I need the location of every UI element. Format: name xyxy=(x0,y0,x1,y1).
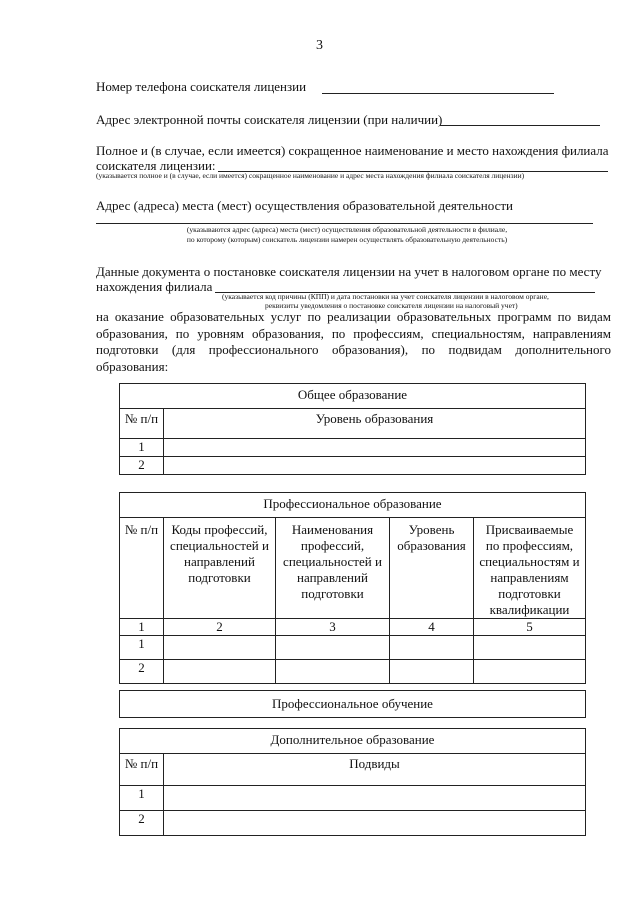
page-number: 3 xyxy=(316,38,323,53)
tax-label-2: нахождения филиала xyxy=(96,279,213,294)
address-hint-2: по которому (которым) соискатель лицензии намерен осуществлять образовательную деятельность) xyxy=(186,235,508,244)
table-row xyxy=(120,811,586,836)
qualifications-cell[interactable] xyxy=(474,660,586,684)
professional-training-box xyxy=(119,690,586,718)
professional-training-title: Профессиональное обучение xyxy=(120,691,586,718)
phone-input-line[interactable] xyxy=(322,93,554,94)
address-input-line[interactable] xyxy=(96,223,593,224)
general-education-table xyxy=(119,383,586,475)
row-number: 2 xyxy=(120,457,164,475)
subtype-cell[interactable] xyxy=(164,811,586,836)
additional-education-table xyxy=(119,728,586,836)
col-names-header: Наименования профессий, специальностей и направлений подготовки xyxy=(276,518,390,619)
col-number-header: № п/п xyxy=(120,409,164,439)
col-number-header: № п/п xyxy=(120,518,164,619)
column-number: 3 xyxy=(276,619,390,636)
branch-name-label: Полное и (в случае, если имеется) сокращенное наименование и место нахождения филиала xyxy=(96,143,609,158)
table-row xyxy=(120,786,586,811)
names-cell[interactable] xyxy=(276,636,390,660)
row-number: 1 xyxy=(120,786,164,811)
column-numbers-row xyxy=(120,619,586,636)
codes-cell[interactable] xyxy=(164,636,276,660)
branch-name-hint: (указывается полное и (в случае, если имеется) сокращенное наименование и адрес места нахождения филиала соискателя лицензии) xyxy=(96,171,525,180)
address-hint-1: (указываются адрес (адреса) места (мест) осуществления образовательной деятельности в филиале, xyxy=(186,225,508,234)
additional-education-title: Дополнительное образование xyxy=(120,729,586,754)
col-subtype-header: Подвиды xyxy=(164,754,586,786)
subtype-cell[interactable] xyxy=(164,786,586,811)
names-cell[interactable] xyxy=(276,660,390,684)
tax-hint-2: реквизиты уведомления о постановке соискателя лицензии на налоговый учет) xyxy=(265,301,518,310)
table-row xyxy=(120,660,586,684)
services-paragraph: на оказание образовательных услуг по реализации образовательных программ по видам образования, по уровням образования, по профессиям, специальностям, направлениям подготовки (для профессионального образования), по подвидам дополнительного образования: xyxy=(96,309,611,374)
level-cell[interactable] xyxy=(390,660,474,684)
row-number: 1 xyxy=(120,439,164,457)
row-number: 2 xyxy=(120,811,164,836)
col-level-header: Уровень образования xyxy=(164,409,586,439)
column-number: 2 xyxy=(164,619,276,636)
level-cell[interactable] xyxy=(164,439,586,457)
table-row xyxy=(120,636,586,660)
col-qualifications-header: Присваиваемые по профессиям, специальностям и направлениям подготовки квалификации xyxy=(474,518,586,619)
col-level-header: Уровень образования xyxy=(390,518,474,619)
professional-education-table xyxy=(119,492,586,684)
phone-label: Номер телефона соискателя лицензии xyxy=(96,79,307,94)
column-number: 4 xyxy=(390,619,474,636)
email-input-line[interactable] xyxy=(440,125,600,126)
codes-cell[interactable] xyxy=(164,660,276,684)
table-row xyxy=(120,457,586,475)
professional-education-title: Профессиональное образование xyxy=(120,493,586,518)
col-codes-header: Коды профессий, специальностей и направлений подготовки xyxy=(164,518,276,619)
general-education-title: Общее образование xyxy=(120,384,586,409)
branch-name-label-2: соискателя лицензии: xyxy=(96,158,216,173)
row-number: 2 xyxy=(120,660,164,684)
level-cell[interactable] xyxy=(164,457,586,475)
table-row xyxy=(120,439,586,457)
row-number: 1 xyxy=(120,636,164,660)
column-number: 5 xyxy=(474,619,586,636)
email-label: Адрес электронной почты соискателя лицензии (при наличии) xyxy=(96,112,443,127)
tax-label: Данные документа о постановке соискателя лицензии на учет в налоговом органе по месту xyxy=(96,264,602,279)
tax-hint-1: (указывается код причины (КПП) и дата постановки на учет соискателя лицензии в налоговом органе, xyxy=(222,292,549,301)
qualifications-cell[interactable] xyxy=(474,636,586,660)
level-cell[interactable] xyxy=(390,636,474,660)
address-label: Адрес (адреса) места (мест) осуществления образовательной деятельности xyxy=(96,198,513,213)
col-number-header: № п/п xyxy=(120,754,164,786)
column-number: 1 xyxy=(120,619,164,636)
